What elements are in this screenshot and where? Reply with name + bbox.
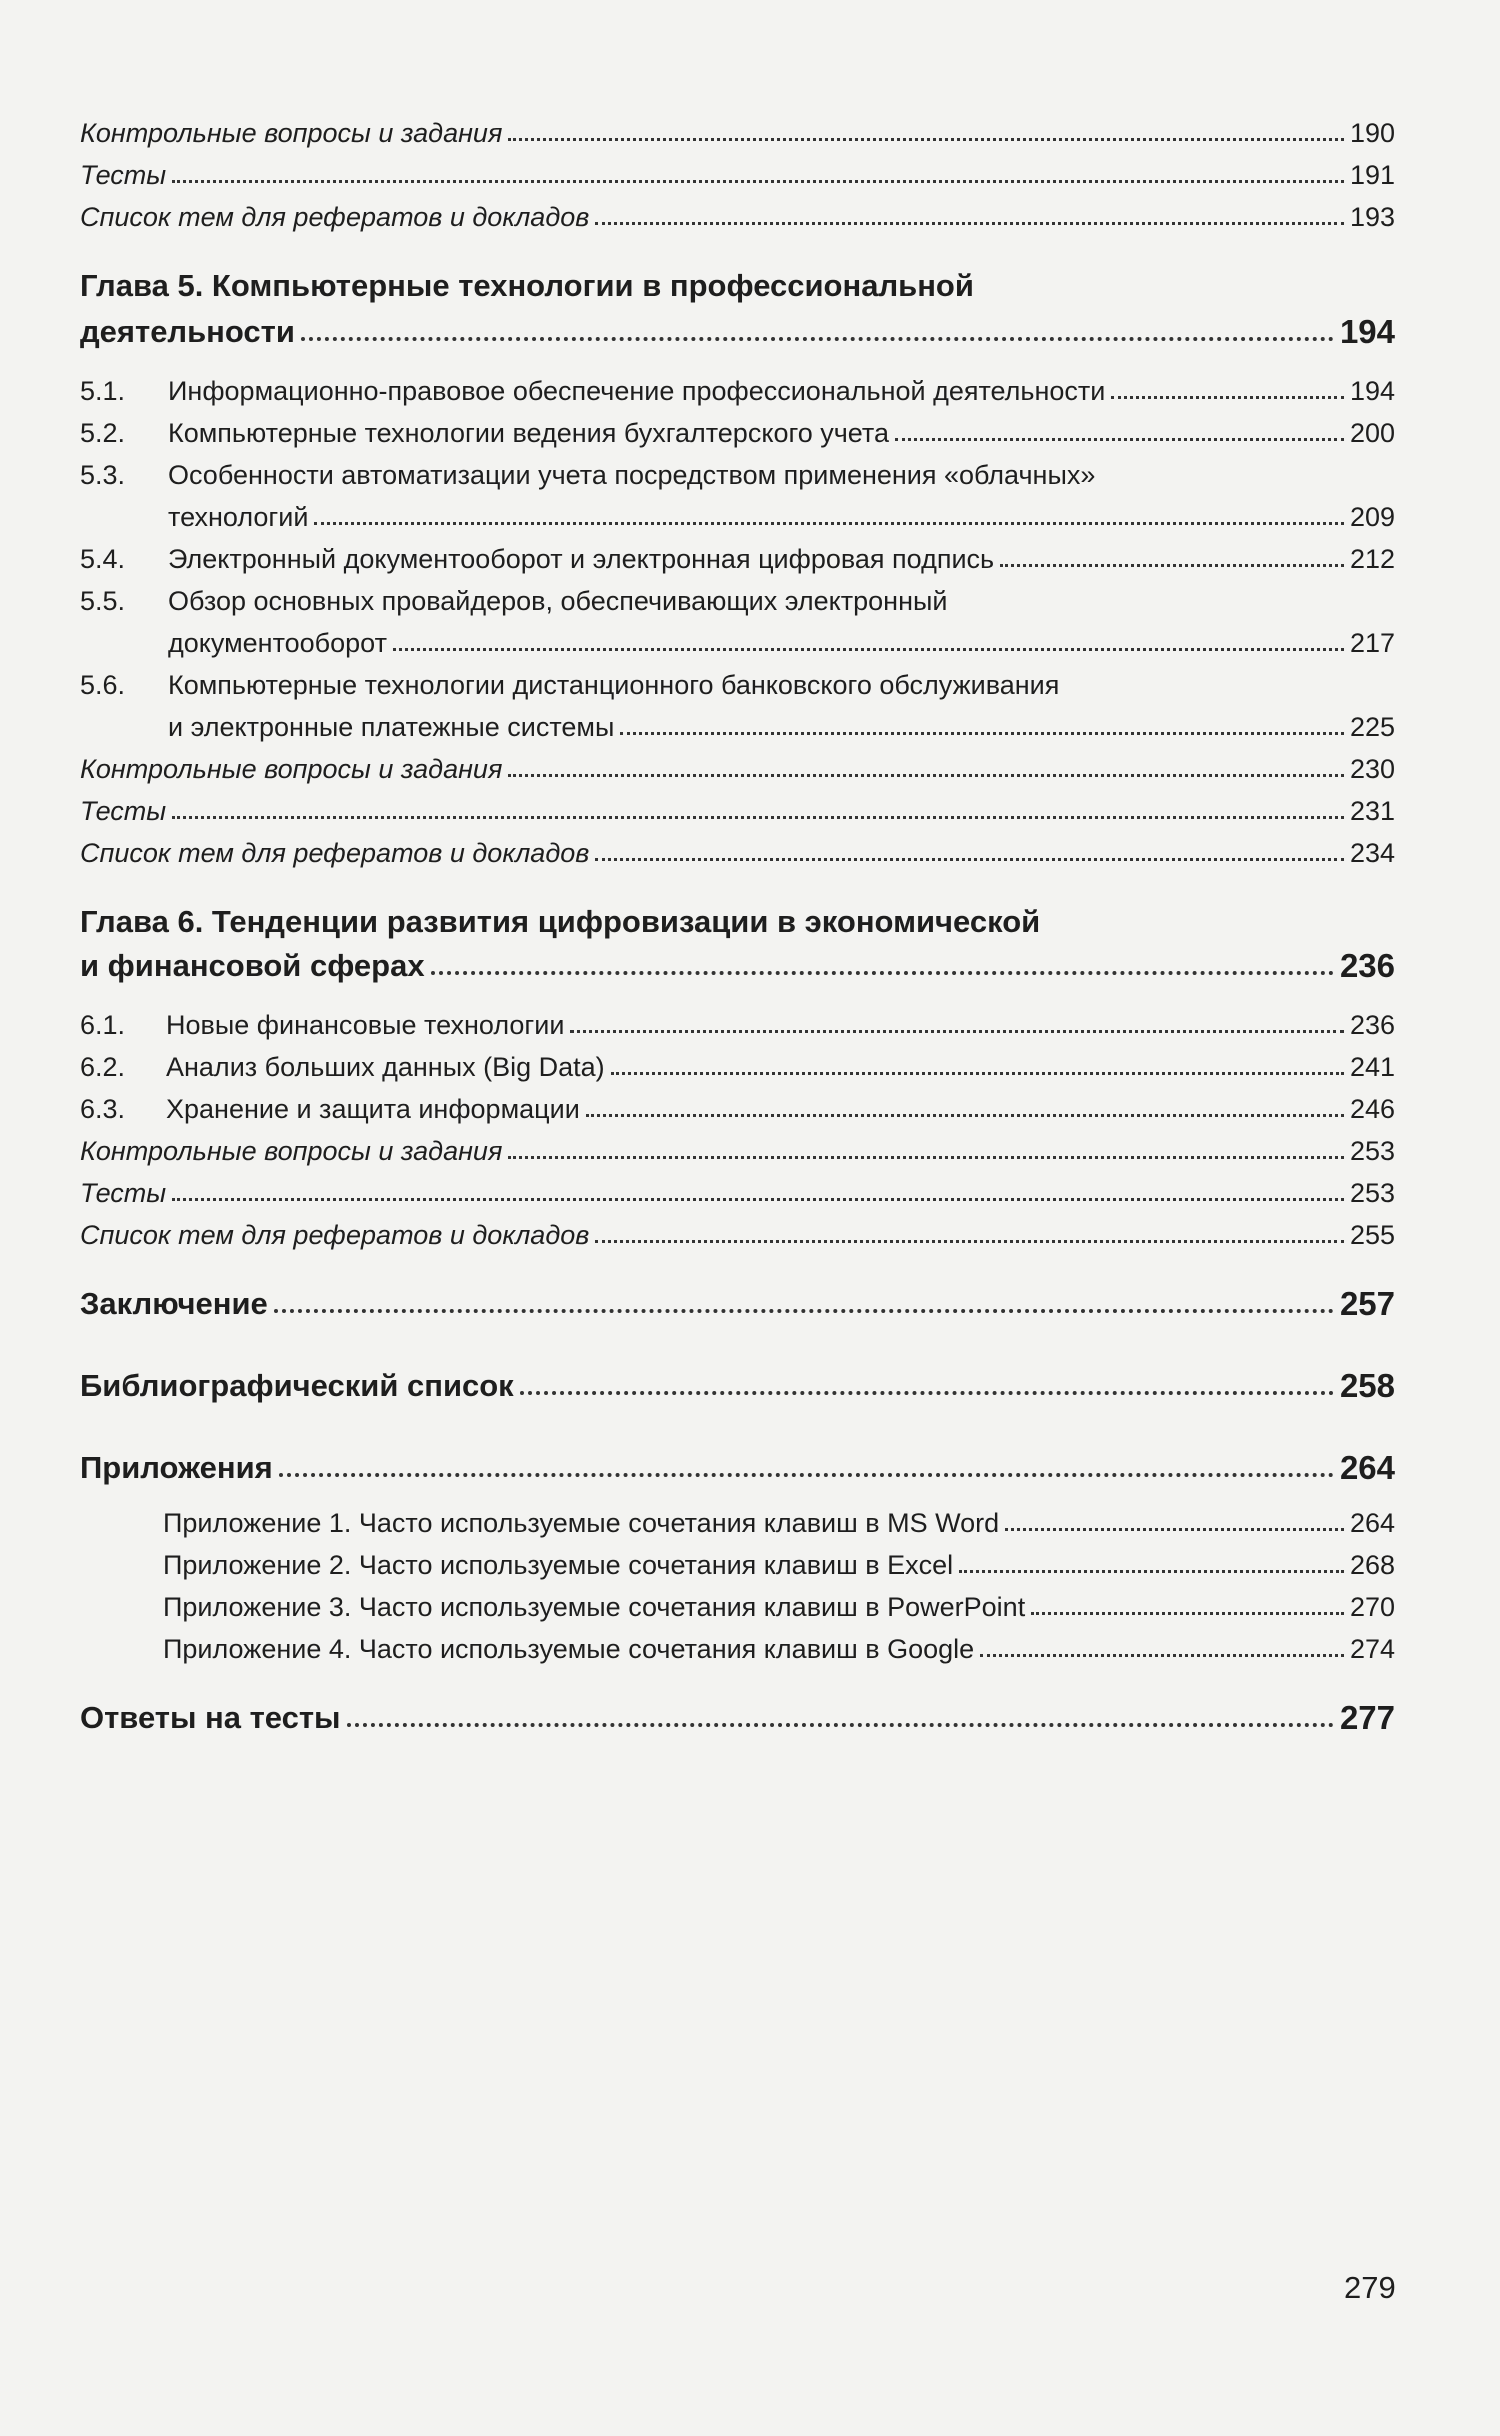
leader-dots — [172, 816, 1344, 819]
chapter-6-title-line2: и финансовой сферах — [80, 948, 425, 983]
entry-page: 274 — [1349, 1634, 1395, 1664]
leader-dots — [611, 1072, 1344, 1075]
entry-title-cont: документооборот — [168, 628, 387, 658]
section-5-3-line1 — [80, 460, 1395, 490]
section-number: 5.4. — [80, 544, 126, 574]
entry-page: 241 — [1349, 1052, 1395, 1082]
entry-title: Контрольные вопросы и задания — [80, 1136, 503, 1166]
page-number: 279 — [1344, 2270, 1396, 2305]
toc-entry — [80, 1136, 1395, 1166]
leader-dots — [172, 1198, 1344, 1201]
chapter-5-title-line1: Глава 5. Компьютерные технологии в профессиональной — [80, 268, 974, 303]
entry-title-cont: и электронные платежные системы — [168, 712, 615, 742]
section-5-5-line2 — [168, 628, 1395, 658]
appendix-item — [163, 1592, 1395, 1622]
entry-title: Информационно-правовое обеспечение профессиональной деятельности — [168, 376, 1106, 406]
entry-title-cont: технологий — [168, 502, 309, 532]
chapter-6-entry — [80, 948, 1395, 984]
appendix-item — [163, 1508, 1395, 1538]
entry-title: Контрольные вопросы и задания — [80, 118, 503, 148]
entry-page: 258 — [1339, 1367, 1395, 1404]
appendices-entry — [80, 1450, 1395, 1486]
entry-title: Компьютерные технологии дистанционного банковского обслуживания — [168, 670, 1060, 700]
entry-page: 193 — [1349, 202, 1395, 232]
section-number: 5.3. — [80, 460, 126, 490]
entry-page: 230 — [1349, 754, 1395, 784]
chapter-6-title-line1: Глава 6. Тенденции развития цифровизации в экономической — [80, 904, 1041, 939]
entry-page: 200 — [1349, 418, 1395, 448]
entry-page: 264 — [1339, 1449, 1395, 1486]
leader-dots — [1031, 1612, 1344, 1615]
leader-dots — [508, 138, 1344, 141]
appendix-item — [163, 1550, 1395, 1580]
leader-dots — [595, 222, 1344, 225]
entry-title: Особенности автоматизации учета посредством применения «облачных» — [168, 460, 1096, 490]
entry-page: 236 — [1339, 947, 1395, 984]
section-5-2 — [80, 418, 1395, 448]
section-number: 5.6. — [80, 670, 126, 700]
toc-entry — [80, 796, 1395, 826]
leader-dots — [1111, 396, 1344, 399]
entry-page: 253 — [1349, 1178, 1395, 1208]
leader-dots — [586, 1114, 1344, 1117]
leader-dots — [895, 438, 1344, 441]
section-6-2 — [80, 1052, 1395, 1082]
answers-entry — [80, 1700, 1395, 1736]
leader-dots — [274, 1309, 1334, 1313]
entry-title: Анализ больших данных (Big Data) — [166, 1052, 605, 1082]
entry-title: Электронный документооборот и электронная цифровая подпись — [168, 544, 995, 574]
entry-title: Новые финансовые технологии — [166, 1010, 565, 1040]
leader-dots — [314, 522, 1344, 525]
entry-title: Список тем для рефератов и докладов — [80, 838, 590, 868]
section-number: 6.1. — [80, 1010, 126, 1040]
entry-page: 253 — [1349, 1136, 1395, 1166]
leader-dots — [508, 1156, 1344, 1159]
entry-page: 194 — [1339, 313, 1395, 350]
leader-dots — [1000, 564, 1344, 567]
chapter-5-title-line2: деятельности — [80, 314, 295, 349]
section-5-4 — [80, 544, 1395, 574]
entry-title: Тесты — [80, 160, 167, 190]
toc-entry — [80, 1178, 1395, 1208]
toc-entry — [80, 754, 1395, 784]
leader-dots — [980, 1654, 1344, 1657]
entry-title: Приложение 2. Часто используемые сочетания клавиш в Excel — [163, 1550, 954, 1580]
leader-dots — [301, 337, 1334, 341]
entry-page: 257 — [1339, 1285, 1395, 1322]
entry-page: 277 — [1339, 1699, 1395, 1736]
appendix-item — [163, 1634, 1395, 1664]
toc-entry — [80, 160, 1395, 190]
toc-entry — [80, 202, 1395, 232]
section-5-1 — [80, 376, 1395, 406]
bibliography-entry — [80, 1368, 1395, 1404]
toc-entry — [80, 118, 1395, 148]
entry-page: 268 — [1349, 1550, 1395, 1580]
entry-title: Библиографический список — [80, 1368, 514, 1403]
section-6-1 — [80, 1010, 1395, 1040]
entry-page: 246 — [1349, 1094, 1395, 1124]
leader-dots — [393, 648, 1344, 651]
entry-page: 236 — [1349, 1010, 1395, 1040]
entry-title: Тесты — [80, 796, 167, 826]
entry-title: Заключение — [80, 1286, 268, 1321]
entry-title: Приложения — [80, 1450, 273, 1485]
toc-entry — [80, 1220, 1395, 1250]
entry-page: 225 — [1349, 712, 1395, 742]
entry-title: Ответы на тесты — [80, 1700, 341, 1735]
entry-title: Тесты — [80, 1178, 167, 1208]
section-number: 6.3. — [80, 1094, 126, 1124]
entry-page: 191 — [1349, 160, 1395, 190]
entry-page: 231 — [1349, 796, 1395, 826]
entry-page: 194 — [1349, 376, 1395, 406]
leader-dots — [431, 971, 1334, 975]
leader-dots — [172, 180, 1344, 183]
section-5-6-line1 — [80, 670, 1395, 700]
entry-title: Список тем для рефератов и докладов — [80, 202, 590, 232]
section-number: 5.2. — [80, 418, 126, 448]
section-5-6-line2 — [168, 712, 1395, 742]
entry-page: 264 — [1349, 1508, 1395, 1538]
leader-dots — [279, 1473, 1334, 1477]
section-6-3 — [80, 1094, 1395, 1124]
chapter-5-entry — [80, 314, 1395, 350]
section-5-3-line2 — [168, 502, 1395, 532]
entry-page: 255 — [1349, 1220, 1395, 1250]
entry-title: Контрольные вопросы и задания — [80, 754, 503, 784]
entry-page: 190 — [1349, 118, 1395, 148]
leader-dots — [620, 732, 1344, 735]
entry-page: 234 — [1349, 838, 1395, 868]
entry-page: 270 — [1349, 1592, 1395, 1622]
section-5-5-line1 — [80, 586, 1395, 616]
leader-dots — [1005, 1528, 1344, 1531]
entry-title: Компьютерные технологии ведения бухгалтерского учета — [168, 418, 889, 448]
entry-page: 209 — [1349, 502, 1395, 532]
section-number: 5.5. — [80, 586, 126, 616]
entry-page: 217 — [1349, 628, 1395, 658]
entry-title: Приложение 4. Часто используемые сочетания клавиш в Google — [163, 1634, 975, 1664]
entry-title: Обзор основных провайдеров, обеспечивающих электронный — [168, 586, 948, 616]
conclusion-entry — [80, 1286, 1395, 1322]
entry-page: 212 — [1349, 544, 1395, 574]
leader-dots — [595, 1240, 1344, 1243]
leader-dots — [595, 858, 1344, 861]
entry-title: Хранение и защита информации — [166, 1094, 580, 1124]
leader-dots — [508, 774, 1344, 777]
entry-title: Список тем для рефератов и докладов — [80, 1220, 590, 1250]
entry-title: Приложение 3. Часто используемые сочетания клавиш в PowerPoint — [163, 1592, 1026, 1622]
leader-dots — [959, 1570, 1344, 1573]
section-number: 5.1. — [80, 376, 126, 406]
section-number: 6.2. — [80, 1052, 126, 1082]
leader-dots — [347, 1723, 1334, 1727]
toc-entry — [80, 838, 1395, 868]
leader-dots — [520, 1391, 1334, 1395]
entry-title: Приложение 1. Часто используемые сочетания клавиш в MS Word — [163, 1508, 1000, 1538]
leader-dots — [570, 1030, 1344, 1033]
